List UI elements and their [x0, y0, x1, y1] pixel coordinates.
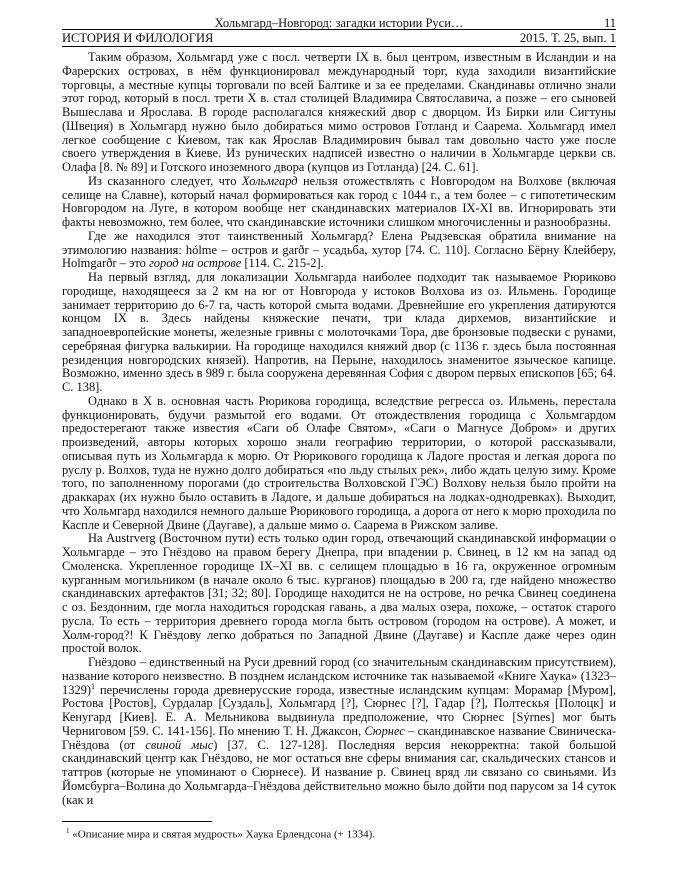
paragraph: [62, 395, 616, 533]
document-page: [62, 14, 616, 842]
italic-text: Хольмгард: [241, 173, 298, 188]
italic-text: Сюрнес: [364, 723, 405, 738]
paragraph-text: [114. С. 215-2].: [241, 256, 324, 271]
paragraph: [62, 271, 616, 395]
paragraph: [62, 51, 616, 175]
paragraph-text: – скандинавское название Свиническа-Гнёздова (от: [62, 723, 616, 752]
footnote-reference: 1: [91, 681, 96, 691]
paragraph-text: Где же находился этот таинственный Хольмгард? Елена Рыдзевская обратила внимание на этимологию названия: hólme – остров и garðr – усадьба, хутор [74. С. 110]. Согласно Бёрну Клейберу, Holmgarðr – это: [62, 228, 616, 271]
paragraph-text: перечислены города древнерусские города, известные исландским купцам: Морамар [Муром], Ростова [Ростов], Сурдалар [Суздаль], Хольмгард [?], Сюрнес [?], Гадар [?], Полтескья [Полоцк] и Кенугард [Киев]. Е. А. Мельникова выдвинула предположение, что Сюрнес [Sýrnes] мог быть Черниговом [59. С. 141-156]. По мнению Т. Н. Джаксон,: [62, 682, 616, 738]
paragraph-text: Гнёздово – единственный на Руси древний город (со значительным скандинавским присутствием), название которого неизвестно. В позднем исландском источнике так называемой «Книге Хаука» (1323–1329): [62, 655, 616, 697]
paragraph-text: На Austrverg (Восточном пути) есть только один город, отвечающий скандинавской информации о Хольмгарде – это Гнёздово на правом берегу Днепра, при впадении р. Свинец, в 12 км на запад од Смоленска. Укрепленное городище IX–XI вв. с селищем площадью в 16 га, окруженное огромным курганным могильником (в начале около 6 тыс. курганов) площадью в 200 га, где найдено множество скандинавских артефактов [31; 32; 80]. Городище находится не на острове, но речка Свинец соединена с оз. Бездонним, где могла находиться городская гавань, а два малых озера, похоже, – остаток старого русла. То есть – территория древнего города могла быть островом (городом на острове). А может, и Холм-город?! К Гнёздову легко добраться по Западной Двине (Даугаве) и Касплe даже через один простой волок.: [62, 531, 616, 656]
footnote-marker: 1: [66, 827, 70, 836]
paragraph: [62, 656, 616, 807]
running-title: Хольмгард–Новгород: загадки истории Руси…: [214, 16, 464, 30]
header-divider: [62, 29, 616, 30]
paragraph: [62, 175, 616, 230]
footnote-divider: [62, 821, 212, 822]
italic-text: свиной мыс: [145, 737, 214, 752]
issue-info: 2015. Т. 25, вып. 1: [519, 31, 616, 45]
footnote-text: «Описание мира и святая мудрость» Хаука Ерлендсона (+ 1334).: [69, 828, 376, 841]
page-number: 11: [603, 16, 616, 30]
italic-text: город на острове: [148, 256, 242, 271]
paragraph-text: нельзя отожествлять с Новгородом на Волхове (включая селище на Славне), который начал формироваться как город с 1044 г., а тем более – с гипотетическим Новгородом на Луге, в котором вообще нет скандинавских материалов IX-XI вв. Игнорировать эти факты невозможно, тем более, что скандинавские источники слишком многочисленны и разнообразны.: [62, 173, 616, 229]
paragraph: [62, 230, 616, 271]
section-title: ИСТОРИЯ И ФИЛОЛОГИЯ: [62, 31, 214, 45]
article-body: [62, 51, 616, 807]
paragraph-text: Таким образом, Хольмгард уже с посл. четверти IX в. был центром, известным в Исландии и на Фарерских островах, в нём функционировал международный торг, куда заходили византийские торговцы, а местные купцы торговали по всей Балтике и за ее пределами. Скандинавы отлично знали этот город, который в посл. трети Х в. стал столицей Владимира Святославича, а позже – его сыновей Вышеслава и Ярослава. В городе располагался княжеский двор с дворцом. Из Бирки или Сигтуны (Швеция) в Хольмгард нужно было добираться мимо островов Готланд и Сааремa. Хольмгард имел легкое сообщение с Киевом, так как Ярослав Владимирович бывал там довольно часто уже после своего утверждения в Киеве. Из рунических надписей известно о наличии в Хольмгарде церкви св. Олафа [8. № 89] и Готского иноземного двора (купцов из Готланда) [24. С. 61].: [62, 50, 616, 174]
paragraph-text: Из сказанного следует, что: [88, 173, 242, 188]
paragraph-text: ) [37. С. 127-128]. Последняя версия некорректна: такой большой скандинавский центр как Гнёздово, не мог остаться вне сферы внимания саг, скальдических стансов и таттров (которые не упоминают о Сюрнесе). И название р. Свинец вряд ли связано со свиньями. Из Йомсбурга–Волина до Хольмгарда–Гнёздова действительно можно было дойти под парусом за 14 суток (как и: [62, 737, 616, 807]
footnote: [62, 825, 616, 842]
paragraph-text: Однако в Х в. основная часть Рюрикова городища, вследствие регресса оз. Ильмень, перестала функционировать, будучи размытой его водами. От отождествления городища с Хольмгардом предостерегают также известия «Саги об Олафе Святом», «Саги о Магнусе Добром» и других произведений, авторы которых хорошо знали географию территории, о которой рассказывали, описывая путь из Хольмгарда к морю. От Рюрикового городища к Ладоге простая и легкая дорога по руслу р. Волхов, туда не нужно долго добираться «по льду стылых рек», либо ждать целую зиму. Кроме того, по заполненному порогами (до строительства Волховской ГЭС) Волхову нельзя было пройти на драккарах (их нужно было оставить в Ладоге, и дальше добираться на лодках-однодревках). Выходит, что Хольмгард находился немного дальше Рюрикового городища, а дорога от него к морю проходила по Касплe и Северной Двине (Даугаве), а дальше мимо о. Сааремa в Рижском заливе.: [62, 393, 616, 532]
paragraph-text: На первый взгляд, для локализации Хольмгарда наиболее подходит так называемое Рюриково городище, находящееся за 2 км на юг от Новгорода у истоков Волхова из оз. Ильмень. Городище занимает территорию до 6-7 га, часть которой смыта водами. Древнейшие его укрепления датируются концом IX в. Здесь найдены княжеские печати, три клада дирхемов, византийские и западноевропейские монеты, железные гривны с молоточками Тора, две бронзовые подвески с рунами, серебряная фигурка валькирии. На городище находился княжий двор (с 1136 г. здесь была постоянная резиденция новгородских князей). Напротив, на Перыне, находилось знаменитое языческое капище. Возможно, именно здесь в 989 г. была сооружена деревянная София с двором первых епископов [65; 64. С. 138].: [62, 270, 616, 394]
running-header: [62, 14, 616, 47]
paragraph: [62, 532, 616, 656]
